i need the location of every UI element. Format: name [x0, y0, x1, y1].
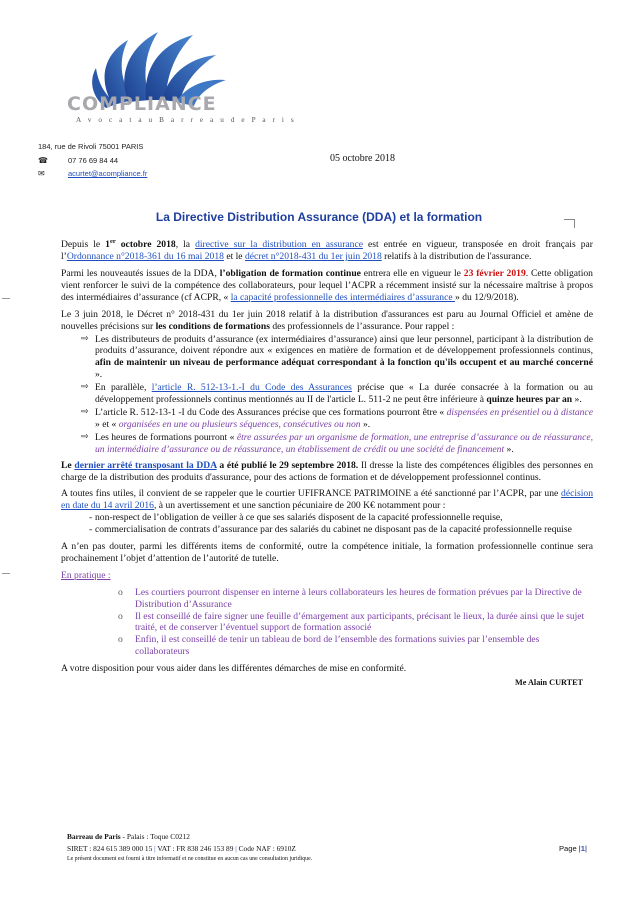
separator: | [152, 844, 158, 853]
arrow-list [61, 334, 593, 456]
logo-wordmark: COMPLIANCE [67, 93, 217, 115]
envelope-icon: ✉ [38, 169, 45, 178]
list-item [61, 382, 593, 406]
list-item [61, 611, 593, 635]
text: Enfin, il est conseillé de tenir un tableau de bord de l’ensemble des formations suivies par l’ensemble des collaborateurs [135, 634, 540, 658]
document-date: 05 octobre 2018 [330, 153, 395, 164]
text: Les heures de formations pourront « [95, 431, 237, 443]
text: L’article R. 512-13-1 -I du Code des Assurances précise que ces formations pourront être « [95, 406, 447, 418]
arrow-right-icon: ⇨ [81, 333, 89, 344]
directive-link[interactable]: directive sur la distribution en assurance [195, 239, 363, 251]
paragraph-intro [61, 236, 593, 263]
siret-text: SIRET : 824 615 389 000 15 [67, 844, 153, 853]
superscript: er [109, 238, 116, 245]
paragraph-closing: A votre disposition pour vous aider dans les différentes démarches de mise en conformité. [61, 663, 407, 675]
corner-mark [564, 219, 575, 228]
text: Les distributeurs de produits d’assurance (ex intermédiaires d’assurance) ainsi que leur personnel, participant à la distribution de produits d’assurance, doivent répondre aux « exigences en matière de formation et de développement professionnels continus, [95, 333, 593, 357]
arrete-link[interactable]: dernier arrêté transposant la DDA [74, 459, 217, 471]
vat-text: VAT : FR 838 246 153 89 [157, 844, 234, 853]
text: . Cette obligation vient renforcer le suivi de la compétence des collaborateurs, pour lequel l’ACPR a récemment insisté sur la nécessaire maîtrise à propos des intermédiaires d’assurance (cf ACPR, « [61, 268, 593, 303]
list-item [61, 512, 593, 524]
page-footer [67, 831, 587, 864]
text: et le [223, 251, 245, 263]
text: , la [175, 239, 196, 251]
dash-bullet: - [89, 524, 93, 536]
footer-line-2 [67, 843, 587, 855]
margin-mark [2, 573, 10, 574]
acpr-link[interactable]: la capacité professionnelle des intermédiaires d’assurance [230, 291, 456, 303]
text: commercialisation de contrats d’assurance par des salariés du cabinet ne disposant pas de la capacité professionnelle requise [95, 524, 572, 536]
text: non-respect de l’obligation de veiller à ce que ses salariés disposent de la capacité professionnelle requise, [95, 512, 503, 524]
sanction-list [61, 512, 593, 536]
pratique-heading: En pratique : [61, 569, 111, 581]
text-bold: les conditions de formations [155, 320, 270, 332]
text: Depuis le [61, 239, 106, 251]
paragraph-conclusion: A n’en pas douter, parmi les différents items de conformité, outre la compétence initiale, la formation professionnelle continue sera prochainement l’objet d’attention de l’autorité de tutelle. [61, 541, 593, 564]
text-bold: a été publié le 29 septembre 2018. [216, 459, 359, 471]
arrow-right-icon: ⇨ [81, 406, 89, 417]
decision-link[interactable]: décision en date du 14 avril 2016 [61, 488, 593, 512]
footer-line-1 [67, 831, 587, 843]
text: En parallèle, [95, 382, 152, 394]
logo-subtitle: A v o c a t a u B a r r e a u d e P a r i s [76, 116, 297, 124]
ordonnance-link[interactable]: Ordonnance n°2018-361 du 16 mai 2018 [66, 251, 224, 263]
text: Page | [558, 844, 581, 853]
list-item [61, 634, 593, 658]
arrow-right-icon: ⇨ [81, 431, 89, 442]
phone-icon: ☎ [38, 155, 48, 165]
dash-bullet: - [89, 512, 93, 524]
text: 1 [105, 239, 110, 251]
text-bold [105, 239, 176, 250]
paragraph-sanction [61, 488, 593, 512]
list-item [61, 587, 593, 611]
signature: Me Alain CURTET [515, 678, 583, 688]
text: ». [504, 443, 514, 455]
quote-text: dispensées en présentiel ou à distance [446, 406, 593, 418]
margin-mark [2, 298, 10, 299]
address-line [38, 140, 147, 154]
phone-line [38, 154, 147, 168]
address-text: 184, rue de Rivoli 75001 PARIS [38, 142, 144, 151]
quote-text: être assurées par un organisme de formation, une entreprise d’assurance ou de réassurance, un intermédiaire d’assurance ou de réassurance, un établissement de crédit ou une société de financement [95, 431, 593, 455]
text: - Palais : Toque C0212 [120, 832, 191, 841]
page-number [559, 843, 587, 855]
text: | [585, 844, 587, 853]
list-item [61, 334, 593, 382]
text: précise que « La durée consacrée à la formation ou au développement professionnels continus mentionnés au II de l'article L. 511-2 ne peut être inférieure à [95, 382, 593, 406]
text-bold: Barreau de Paris [67, 832, 121, 841]
text: ». [572, 394, 582, 406]
circle-bullet: o [118, 586, 123, 598]
list-item [61, 524, 593, 536]
email-link[interactable]: acurtet@acompliance.fr [68, 169, 148, 178]
text: Parmi les nouveautés issues de la DDA, [61, 268, 220, 279]
text: , à un avertissement et une sanction pécuniaire de 200 K€ notamment pour : [153, 500, 446, 512]
page-num: 1 [580, 844, 586, 853]
text: » et « [95, 418, 119, 430]
deadline-date: 23 février 2019 [463, 268, 526, 279]
text: relatifs à la distribution de l'assurance. [381, 251, 532, 263]
document-title: La Directive Distribution Assurance (DDA) et la formation [155, 210, 483, 224]
decret-link[interactable]: décret n°2018-431 du 1er juin 2018 [244, 251, 382, 263]
text: des professionnels de l’assurance. Pour rappel : [269, 320, 455, 332]
text-bold: Le [61, 459, 75, 471]
text-bold: quinze heures par an [486, 394, 573, 406]
separator: | [233, 844, 239, 853]
pratique-list [61, 587, 593, 658]
paragraph-obligation [61, 268, 593, 304]
text: Il dresse la liste des compétences éligibles des personnes en charge de la distribution des produits d'assurance, pour des actions de formation et de développement professionnel continus. [61, 459, 594, 483]
disclaimer: Le présent document est fourni à titre informatif et ne constitue en aucun cas une consultation juridique. [67, 856, 313, 862]
text: ». [95, 369, 103, 381]
circle-bullet: o [118, 610, 123, 622]
text: » du 12/9/2018). [455, 291, 519, 303]
contact-block [38, 140, 147, 181]
article-link[interactable]: l’article R. 512-13-1.-I du Code des Assurances [151, 382, 352, 394]
text: est entrée en vigueur, transposée en droit français par l’ [61, 239, 593, 263]
document-body [61, 236, 593, 689]
text: entrera elle en vigueur le [360, 268, 464, 279]
paragraph-arrete [61, 460, 593, 484]
text-bold: afin de maintenir un niveau de performance adéquat correspondant à la fonction qu'ils occupent et au marché concerné [95, 357, 593, 369]
arrow-right-icon: ⇨ [81, 382, 89, 393]
paragraph-decret [61, 309, 593, 333]
list-item [61, 432, 593, 456]
phone-text: 07 76 69 84 44 [68, 155, 119, 165]
text: Le 3 juin 2018, le Décret n° 2018-431 du 1er juin 2018 relatif à la distribution d'assurances est paru au Journal Officiel et amène de nouvelles précisions sur [61, 308, 593, 332]
text-bold: l’obligation de formation continue [219, 268, 361, 279]
text: octobre 2018 [115, 239, 176, 251]
list-item [61, 407, 593, 431]
text: A toutes fins utiles, il convient de se rappeler que le courtier UFIFRANCE PATRIMOINE a été sanctionné par l’ACPR, par une [61, 488, 562, 500]
text: ». [360, 418, 371, 430]
email-line [38, 167, 147, 181]
circle-bullet: o [118, 634, 123, 646]
naf-text: Code NAF : 6910Z [238, 844, 296, 853]
quote-text: organisées en une ou plusieurs séquences, consécutives ou non [118, 418, 361, 430]
text: Il est conseillé de faire signer une feuille d’émargement aux participants, précisant le lieux, la durée ainsi que le sujet traité, et de conserver l’éventuel support de formation associé [135, 610, 585, 634]
text: Les courtiers pourront dispenser en interne à leurs collaborateurs les heures de formation prévues par la Directive de Distribution d’Assurance [135, 586, 582, 610]
